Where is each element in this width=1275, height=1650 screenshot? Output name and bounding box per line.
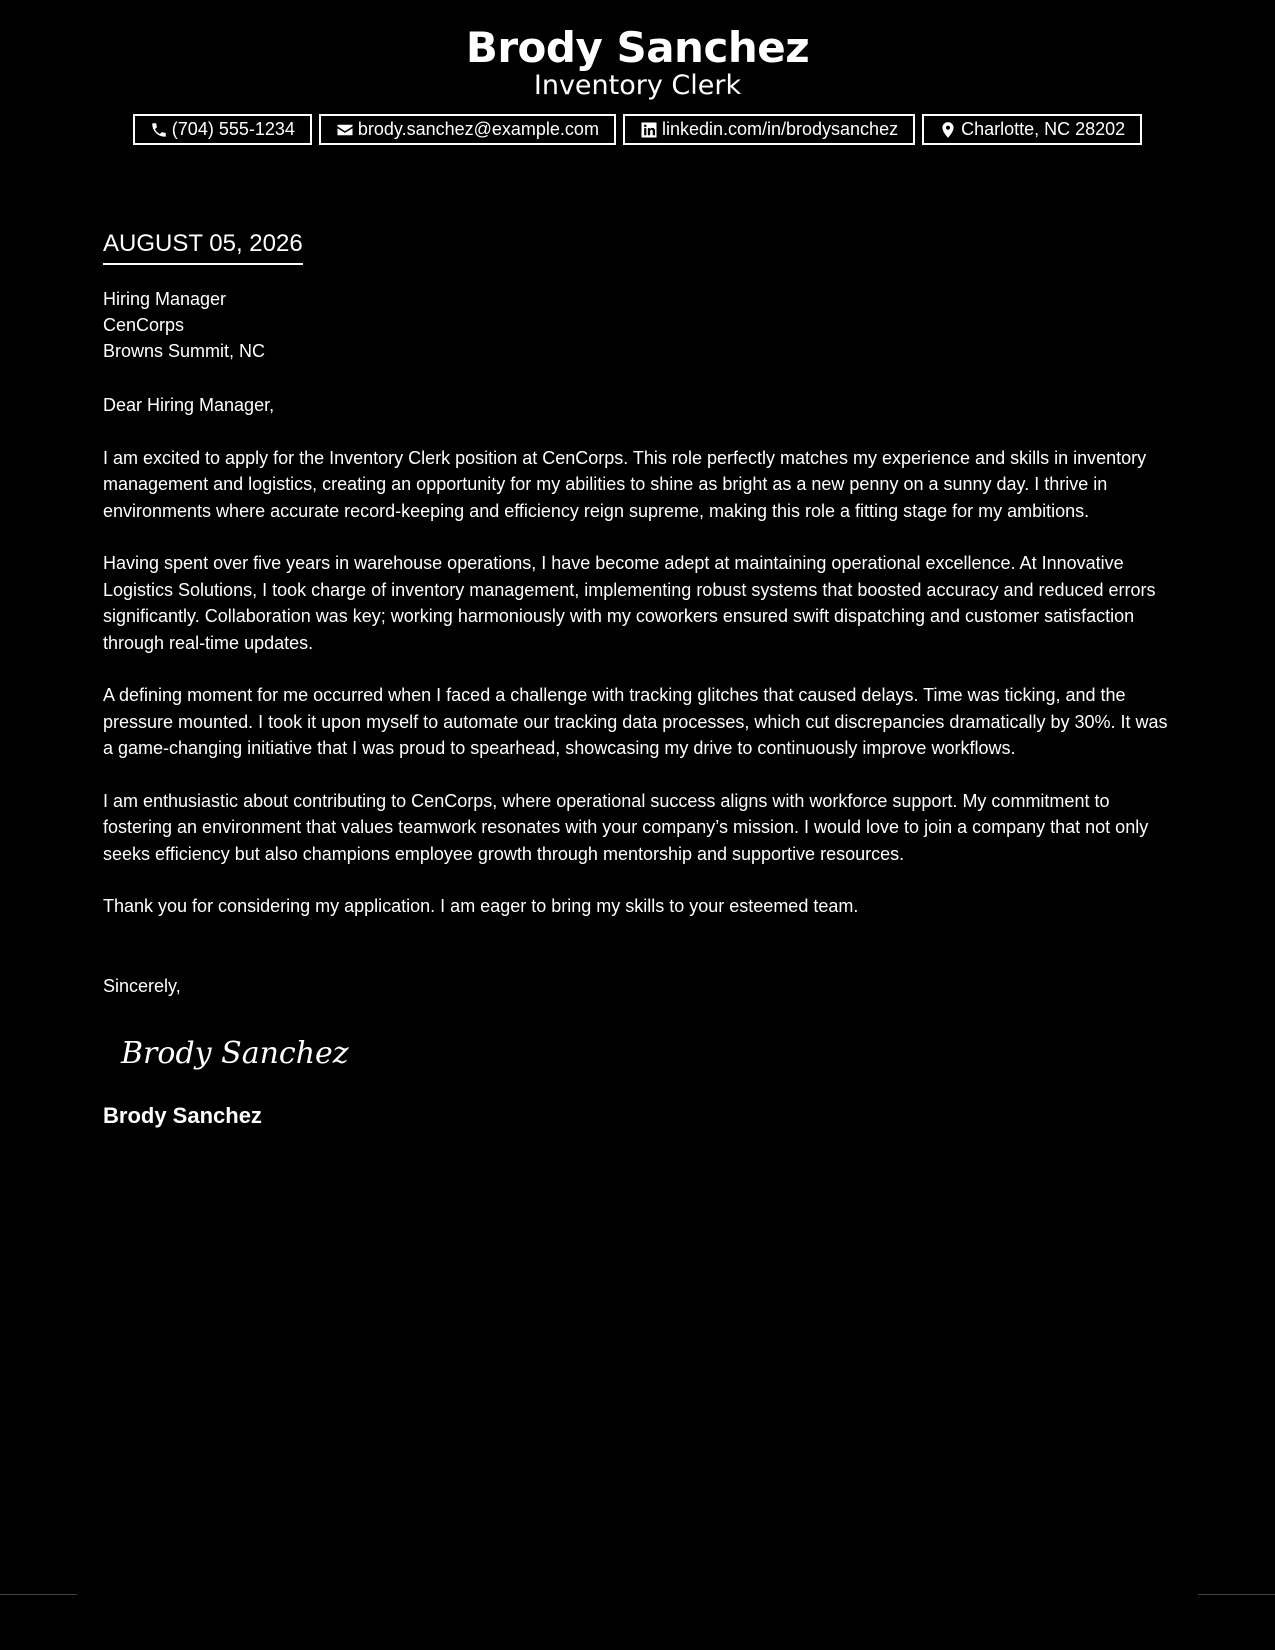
- salutation: Dear Hiring Manager,: [103, 395, 275, 415]
- contact-linkedin[interactable]: [623, 114, 915, 145]
- signer-name: Brody Sanchez: [103, 1102, 262, 1128]
- phone-icon: [150, 121, 168, 139]
- map-marker-icon: [939, 121, 957, 139]
- letter-header: [0, 22, 1275, 102]
- paragraph-thanks: Thank you for considering my application. I am eager to bring my skills to your esteemed team.: [103, 896, 859, 916]
- recipient-block: [103, 286, 1173, 364]
- handwritten-signature: [119, 1027, 359, 1081]
- contact-linkedin-text: linkedin.com/in/brodysanchez: [661, 119, 899, 139]
- paragraph-achievement: A defining moment for me occurred when I faced a challenge with tracking glitches that caused delays. Time was ticking, and the pressure mounted. I took it upon myself to automate our tracking data processes, which cut discrepancies dramatically by 30%. It was a game-changing initiative that I was proud to spearhead, showcasing my drive to continuously improve workflows.: [103, 685, 1168, 758]
- contact-location[interactable]: [922, 114, 1142, 145]
- recipient-company: CenCorps: [103, 315, 185, 335]
- paragraph-motivation: I am enthusiastic about contributing to CenCorps, where operational success aligns with workforce support. My commitment to fostering an environment that values teamwork resonates with your company’s mission. I would love to join a company that not only seeks efficiency but also champions employee growth through mentorship and supportive resources.: [103, 790, 1149, 864]
- applicant-job-title: Inventory Clerk: [533, 70, 742, 101]
- paragraph-experience: Having spent over five years in warehouse operations, I have become adept at maintaining operational excellence. At Innovative Logistics Solutions, I took charge of inventory management, implementing robust systems that boosted accuracy and reduced errors significantly. Collaboration was key; working harmoniously with my coworkers ensured swift dispatching and customer satisfaction through real-time updates.: [103, 553, 1156, 653]
- paragraph-intro: I am excited to apply for the Inventory Clerk position at CenCorps. This role perfectly matches my experience and skills in inventory management and logistics, creating an opportunity for my abilities to shine as bright as a new penny on a sunny day. I thrive in environments where accurate record-keeping and efficiency reign supreme, making this role a fitting stage for my ambitions.: [103, 447, 1147, 521]
- contact-email-text: brody.sanchez@example.com: [357, 119, 599, 139]
- contact-phone[interactable]: [133, 114, 312, 145]
- linkedin-icon: [640, 121, 658, 139]
- contact-phone-text: (704) 555-1234: [171, 119, 295, 139]
- recipient-location: Browns Summit, NC: [103, 341, 266, 361]
- closing: Sincerely,: [103, 975, 181, 996]
- contact-bar: [0, 114, 1275, 145]
- contact-email[interactable]: [319, 114, 616, 145]
- contact-location-text: Charlotte, NC 28202: [961, 119, 1126, 139]
- corner-divider-right: [1198, 1594, 1275, 1595]
- recipient-title: Hiring Manager: [103, 289, 227, 309]
- applicant-name: Brody Sanchez: [465, 23, 810, 72]
- corner-divider-left: [0, 1594, 77, 1595]
- letter-date: AUGUST 05, 2026: [103, 228, 303, 265]
- svg-text:Brody Sanchez: Brody Sanchez: [121, 1036, 349, 1071]
- envelope-icon: [336, 121, 354, 139]
- letter-body: [103, 228, 1173, 1131]
